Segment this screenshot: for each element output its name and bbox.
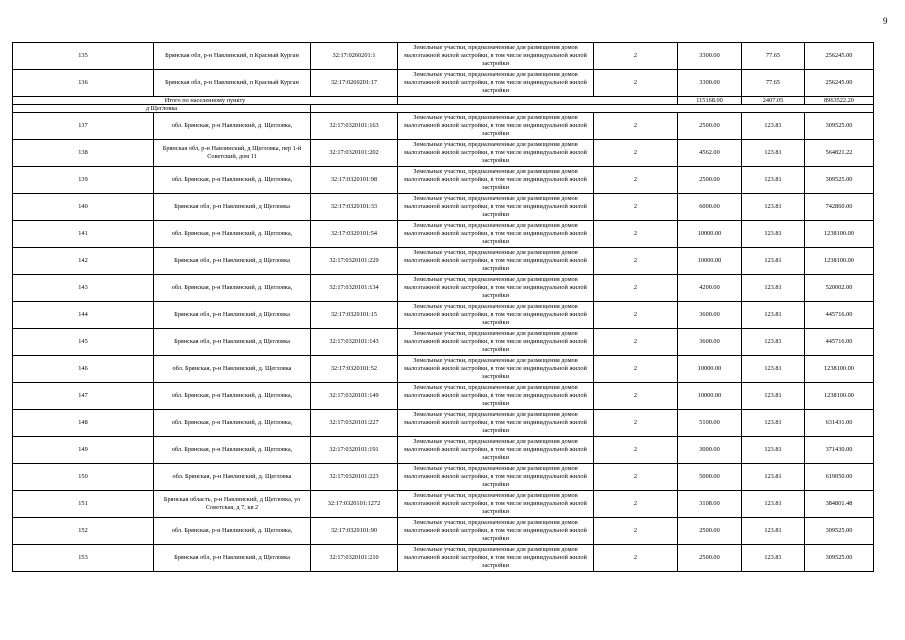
cadastral-value-cell: 445716.00 (805, 329, 874, 356)
row-number-cell: 146 (13, 356, 154, 383)
group-code-cell: 2 (594, 113, 678, 140)
address-cell: Брянская обл, р-н Навлинский, п Красный Курган (154, 70, 311, 97)
land-purpose-cell: Земельные участки, предназначенные для размещения домов малоэтажной жилой застройки, в том числе индивидуальной жилой застройки (398, 491, 594, 518)
total-rate: 2407.05 (742, 97, 805, 105)
address-cell: обл. Брянская, р-н Навлинский, д. Щегловка, (154, 383, 311, 410)
cadastral-number-cell: 32:17:0320101:191 (311, 437, 398, 464)
table-row (13, 194, 874, 221)
row-number-cell: 149 (13, 437, 154, 464)
cadastral-value-cell: 564821.22 (805, 140, 874, 167)
group-code-cell: 2 (594, 194, 678, 221)
page-number: 9 (883, 16, 888, 26)
table-row (13, 545, 874, 572)
cadastral-number-cell: 32:17:0320101:229 (311, 248, 398, 275)
table-row (13, 140, 874, 167)
area-cell: 2500.00 (678, 167, 742, 194)
address-cell: обл. Брянская, р-н Навлинский, д. Щегловка (154, 464, 311, 491)
row-number-cell: 142 (13, 248, 154, 275)
table-row (13, 437, 874, 464)
cadastral-value-cell: 309525.00 (805, 518, 874, 545)
group-code-cell: 2 (594, 437, 678, 464)
land-purpose-cell: Земельные участки, предназначенные для размещения домов малоэтажной жилой застройки, в том числе индивидуальной жилой застройки (398, 194, 594, 221)
land-purpose-cell: Земельные участки, предназначенные для размещения домов малоэтажной жилой застройки, в том числе индивидуальной жилой застройки (398, 410, 594, 437)
row-number-cell: 147 (13, 383, 154, 410)
area-cell: 10000.00 (678, 221, 742, 248)
cadastral-number-cell: 32:17:0320101:1272 (311, 491, 398, 518)
row-number-cell: 143 (13, 275, 154, 302)
land-purpose-cell: Земельные участки, предназначенные для размещения домов малоэтажной жилой застройки, в том числе индивидуальной жилой застройки (398, 545, 594, 572)
table-row (13, 329, 874, 356)
cadastral-number-cell: 32:17:0320101:210 (311, 545, 398, 572)
row-number-cell: 141 (13, 221, 154, 248)
address-cell: обл. Брянская, р-н Навлинский, д. Щегловка, (154, 437, 311, 464)
rate-cell: 77.65 (742, 43, 805, 70)
table-row (13, 356, 874, 383)
area-cell: 4562.00 (678, 140, 742, 167)
address-cell: обл. Брянская, р-н Навлинский, д. Щегловка, (154, 113, 311, 140)
group-code-cell: 2 (594, 221, 678, 248)
group-code-cell: 2 (594, 43, 678, 70)
rate-cell: 123.81 (742, 167, 805, 194)
row-number-cell: 151 (13, 491, 154, 518)
cadastral-number-cell: 32:17:0320101:15 (311, 302, 398, 329)
cadastral-number-cell: 32:17:0320101:134 (311, 275, 398, 302)
address-cell: Брянская обл, р-н Навлинский, д Щегловка (154, 194, 311, 221)
row-number-cell: 150 (13, 464, 154, 491)
cadastral-number-cell: 32:17:0260201:17 (311, 70, 398, 97)
empty-cell (311, 105, 874, 113)
rate-cell: 123.81 (742, 194, 805, 221)
address-cell: обл. Брянская, р-н Навлинский, д. Щегловка (154, 356, 311, 383)
group-code-cell: 2 (594, 545, 678, 572)
row-number-cell: 148 (13, 410, 154, 437)
table-row (13, 518, 874, 545)
row-number-cell: 137 (13, 113, 154, 140)
land-purpose-cell: Земельные участки, предназначенные для размещения домов малоэтажной жилой застройки, в том числе индивидуальной жилой застройки (398, 464, 594, 491)
row-number-cell: 153 (13, 545, 154, 572)
land-purpose-cell: Земельные участки, предназначенные для размещения домов малоэтажной жилой застройки, в том числе индивидуальной жилой застройки (398, 329, 594, 356)
row-number-cell: 140 (13, 194, 154, 221)
cadastral-number-cell: 32:17:0320101:54 (311, 221, 398, 248)
group-code-cell: 2 (594, 329, 678, 356)
cadastral-value-cell: 1238100.00 (805, 248, 874, 275)
address-cell: обл. Брянская, р-н Навлинский, д. Щегловка, (154, 275, 311, 302)
land-purpose-cell: Земельные участки, предназначенные для размещения домов малоэтажной жилой застройки, в том числе индивидуальной жилой застройки (398, 43, 594, 70)
area-cell: 3000.00 (678, 437, 742, 464)
area-cell: 3300.00 (678, 70, 742, 97)
table-row (13, 221, 874, 248)
land-purpose-cell: Земельные участки, предназначенные для размещения домов малоэтажной жилой застройки, в том числе индивидуальной жилой застройки (398, 383, 594, 410)
rate-cell: 123.81 (742, 356, 805, 383)
cadastral-value-cell: 309525.00 (805, 167, 874, 194)
land-purpose-cell: Земельные участки, предназначенные для размещения домов малоэтажной жилой застройки, в том числе индивидуальной жилой застройки (398, 167, 594, 194)
table-body (13, 43, 874, 572)
cadastral-number-cell: 32:17:0320101:149 (311, 383, 398, 410)
group-code-cell: 2 (594, 356, 678, 383)
cadastral-number-cell: 32:17:0320101:227 (311, 410, 398, 437)
area-cell: 2500.00 (678, 518, 742, 545)
land-purpose-cell: Земельные участки, предназначенные для размещения домов малоэтажной жилой застройки, в том числе индивидуальной жилой застройки (398, 140, 594, 167)
land-purpose-cell: Земельные участки, предназначенные для размещения домов малоэтажной жилой застройки, в том числе индивидуальной жилой застройки (398, 248, 594, 275)
cadastral-value-cell: 1238100.00 (805, 356, 874, 383)
table-row (13, 275, 874, 302)
area-cell: 5100.00 (678, 410, 742, 437)
land-purpose-cell: Земельные участки, предназначенные для размещения домов малоэтажной жилой застройки, в том числе индивидуальной жилой застройки (398, 275, 594, 302)
cadastral-number-cell: 32:17:0320101:163 (311, 113, 398, 140)
group-code-cell: 2 (594, 383, 678, 410)
land-purpose-cell: Земельные участки, предназначенные для размещения домов малоэтажной жилой застройки, в том числе индивидуальной жилой застройки (398, 70, 594, 97)
row-number-cell: 145 (13, 329, 154, 356)
cadastral-value-cell: 384801.48 (805, 491, 874, 518)
table-row (13, 248, 874, 275)
cadastral-number-cell: 32:17:0260201:1 (311, 43, 398, 70)
cadastral-value-cell: 256245.00 (805, 70, 874, 97)
cadastral-value-cell: 371430.00 (805, 437, 874, 464)
cadastral-value-cell: 520002.00 (805, 275, 874, 302)
area-cell: 5000.00 (678, 464, 742, 491)
settlement-total-row (13, 97, 874, 105)
row-number-cell: 139 (13, 167, 154, 194)
area-cell: 10000.00 (678, 248, 742, 275)
area-cell: 2500.00 (678, 545, 742, 572)
row-number-cell: 152 (13, 518, 154, 545)
land-purpose-cell: Земельные участки, предназначенные для размещения домов малоэтажной жилой застройки, в том числе индивидуальной жилой застройки (398, 518, 594, 545)
rate-cell: 123.81 (742, 464, 805, 491)
table-row (13, 491, 874, 518)
address-cell: обл. Брянская, р-н Навлинский, д. Щегловка, (154, 410, 311, 437)
address-cell: Брянская обл, р-н Навлинский, д Щегловка (154, 545, 311, 572)
address-cell: Брянская обл, р-н Навлинский, д Щегловка (154, 248, 311, 275)
rate-cell: 123.81 (742, 383, 805, 410)
cadastral-value-cell: 309525.00 (805, 113, 874, 140)
area-cell: 4200.00 (678, 275, 742, 302)
table-row (13, 410, 874, 437)
rate-cell: 123.81 (742, 491, 805, 518)
settlement-header-row (13, 105, 874, 113)
table-row (13, 464, 874, 491)
cadastral-value-cell: 631431.00 (805, 410, 874, 437)
group-code-cell: 2 (594, 491, 678, 518)
rate-cell: 123.81 (742, 221, 805, 248)
group-code-cell: 2 (594, 167, 678, 194)
address-cell: Брянская обл, р-н Навлинский, д Щегловка (154, 302, 311, 329)
rate-cell: 123.81 (742, 329, 805, 356)
land-purpose-cell: Земельные участки, предназначенные для размещения домов малоэтажной жилой застройки, в том числе индивидуальной жилой застройки (398, 356, 594, 383)
group-code-cell: 2 (594, 410, 678, 437)
rate-cell: 123.81 (742, 410, 805, 437)
area-cell: 6000.00 (678, 194, 742, 221)
area-cell: 10000.00 (678, 356, 742, 383)
area-cell: 3108.00 (678, 491, 742, 518)
table-row (13, 167, 874, 194)
row-number-cell: 136 (13, 70, 154, 97)
table-row (13, 302, 874, 329)
address-cell: Брянская обл, р-н Навлинский, д Щегловка (154, 329, 311, 356)
total-value: 8963522.20 (805, 97, 874, 105)
rate-cell: 123.81 (742, 545, 805, 572)
cadastral-number-cell: 32:17:0320101:202 (311, 140, 398, 167)
table-row (13, 70, 874, 97)
rate-cell: 123.81 (742, 518, 805, 545)
table-row (13, 113, 874, 140)
address-cell: обл. Брянская, р-н Навлинский, д. Щегловка, (154, 167, 311, 194)
total-area: 115168.00 (678, 97, 742, 105)
address-cell: обл. Брянская, р-н Навлинский, д. Щегловка, (154, 518, 311, 545)
group-code-cell: 2 (594, 140, 678, 167)
group-code-cell: 2 (594, 248, 678, 275)
table-row (13, 43, 874, 70)
cadastral-value-cell: 256245.00 (805, 43, 874, 70)
cadastral-number-cell: 32:17:0320101:143 (311, 329, 398, 356)
row-number-cell: 138 (13, 140, 154, 167)
rate-cell: 123.81 (742, 275, 805, 302)
cadastral-number-cell: 32:17:0320101:90 (311, 518, 398, 545)
rate-cell: 123.81 (742, 437, 805, 464)
rate-cell: 77.65 (742, 70, 805, 97)
cadastral-number-cell: 32:17:0320101:223 (311, 464, 398, 491)
rate-cell: 123.81 (742, 248, 805, 275)
group-code-cell: 2 (594, 518, 678, 545)
cadastral-value-cell: 742860.00 (805, 194, 874, 221)
row-number-cell: 135 (13, 43, 154, 70)
address-cell: Брянская обл, р-н Навлинский, п Красный Курган (154, 43, 311, 70)
area-cell: 3600.00 (678, 329, 742, 356)
land-purpose-cell: Земельные участки, предназначенные для размещения домов малоэтажной жилой застройки, в том числе индивидуальной жилой застройки (398, 437, 594, 464)
land-register-table (12, 42, 874, 572)
land-purpose-cell: Земельные участки, предназначенные для размещения домов малоэтажной жилой застройки, в том числе индивидуальной жилой застройки (398, 113, 594, 140)
rate-cell: 123.81 (742, 302, 805, 329)
settlement-name: д Щегловка (13, 105, 311, 113)
address-cell: обл. Брянская, р-н Навлинский, д. Щегловка, (154, 221, 311, 248)
rate-cell: 123.81 (742, 113, 805, 140)
cadastral-value-cell: 619050.00 (805, 464, 874, 491)
cadastral-number-cell: 32:17:0320101:98 (311, 167, 398, 194)
address-cell: Брянская область, р-н Навлинский, д Щегловка, ул Советская, д 7, кв 2 (154, 491, 311, 518)
rate-cell: 123.81 (742, 140, 805, 167)
cadastral-value-cell: 309525.00 (805, 545, 874, 572)
area-cell: 3300.00 (678, 43, 742, 70)
group-code-cell: 2 (594, 275, 678, 302)
group-code-cell: 2 (594, 464, 678, 491)
total-label: Итого по населенному пункту (13, 97, 398, 105)
group-code-cell: 2 (594, 70, 678, 97)
cadastral-value-cell: 1238100.00 (805, 221, 874, 248)
area-cell: 3600.00 (678, 302, 742, 329)
land-purpose-cell: Земельные участки, предназначенные для размещения домов малоэтажной жилой застройки, в том числе индивидуальной жилой застройки (398, 221, 594, 248)
cadastral-number-cell: 32:17:0320101:52 (311, 356, 398, 383)
address-cell: Брянская обл, р-н Навлинский, д Щегловка, пер 1-й Советский, дом 11 (154, 140, 311, 167)
table-row (13, 383, 874, 410)
group-code-cell: 2 (594, 302, 678, 329)
cadastral-value-cell: 445716.00 (805, 302, 874, 329)
area-cell: 10000.00 (678, 383, 742, 410)
area-cell: 2500.00 (678, 113, 742, 140)
row-number-cell: 144 (13, 302, 154, 329)
cadastral-number-cell: 32:17:0320101:33 (311, 194, 398, 221)
empty-cell (398, 97, 678, 105)
cadastral-value-cell: 1238100.00 (805, 383, 874, 410)
land-purpose-cell: Земельные участки, предназначенные для размещения домов малоэтажной жилой застройки, в том числе индивидуальной жилой застройки (398, 302, 594, 329)
